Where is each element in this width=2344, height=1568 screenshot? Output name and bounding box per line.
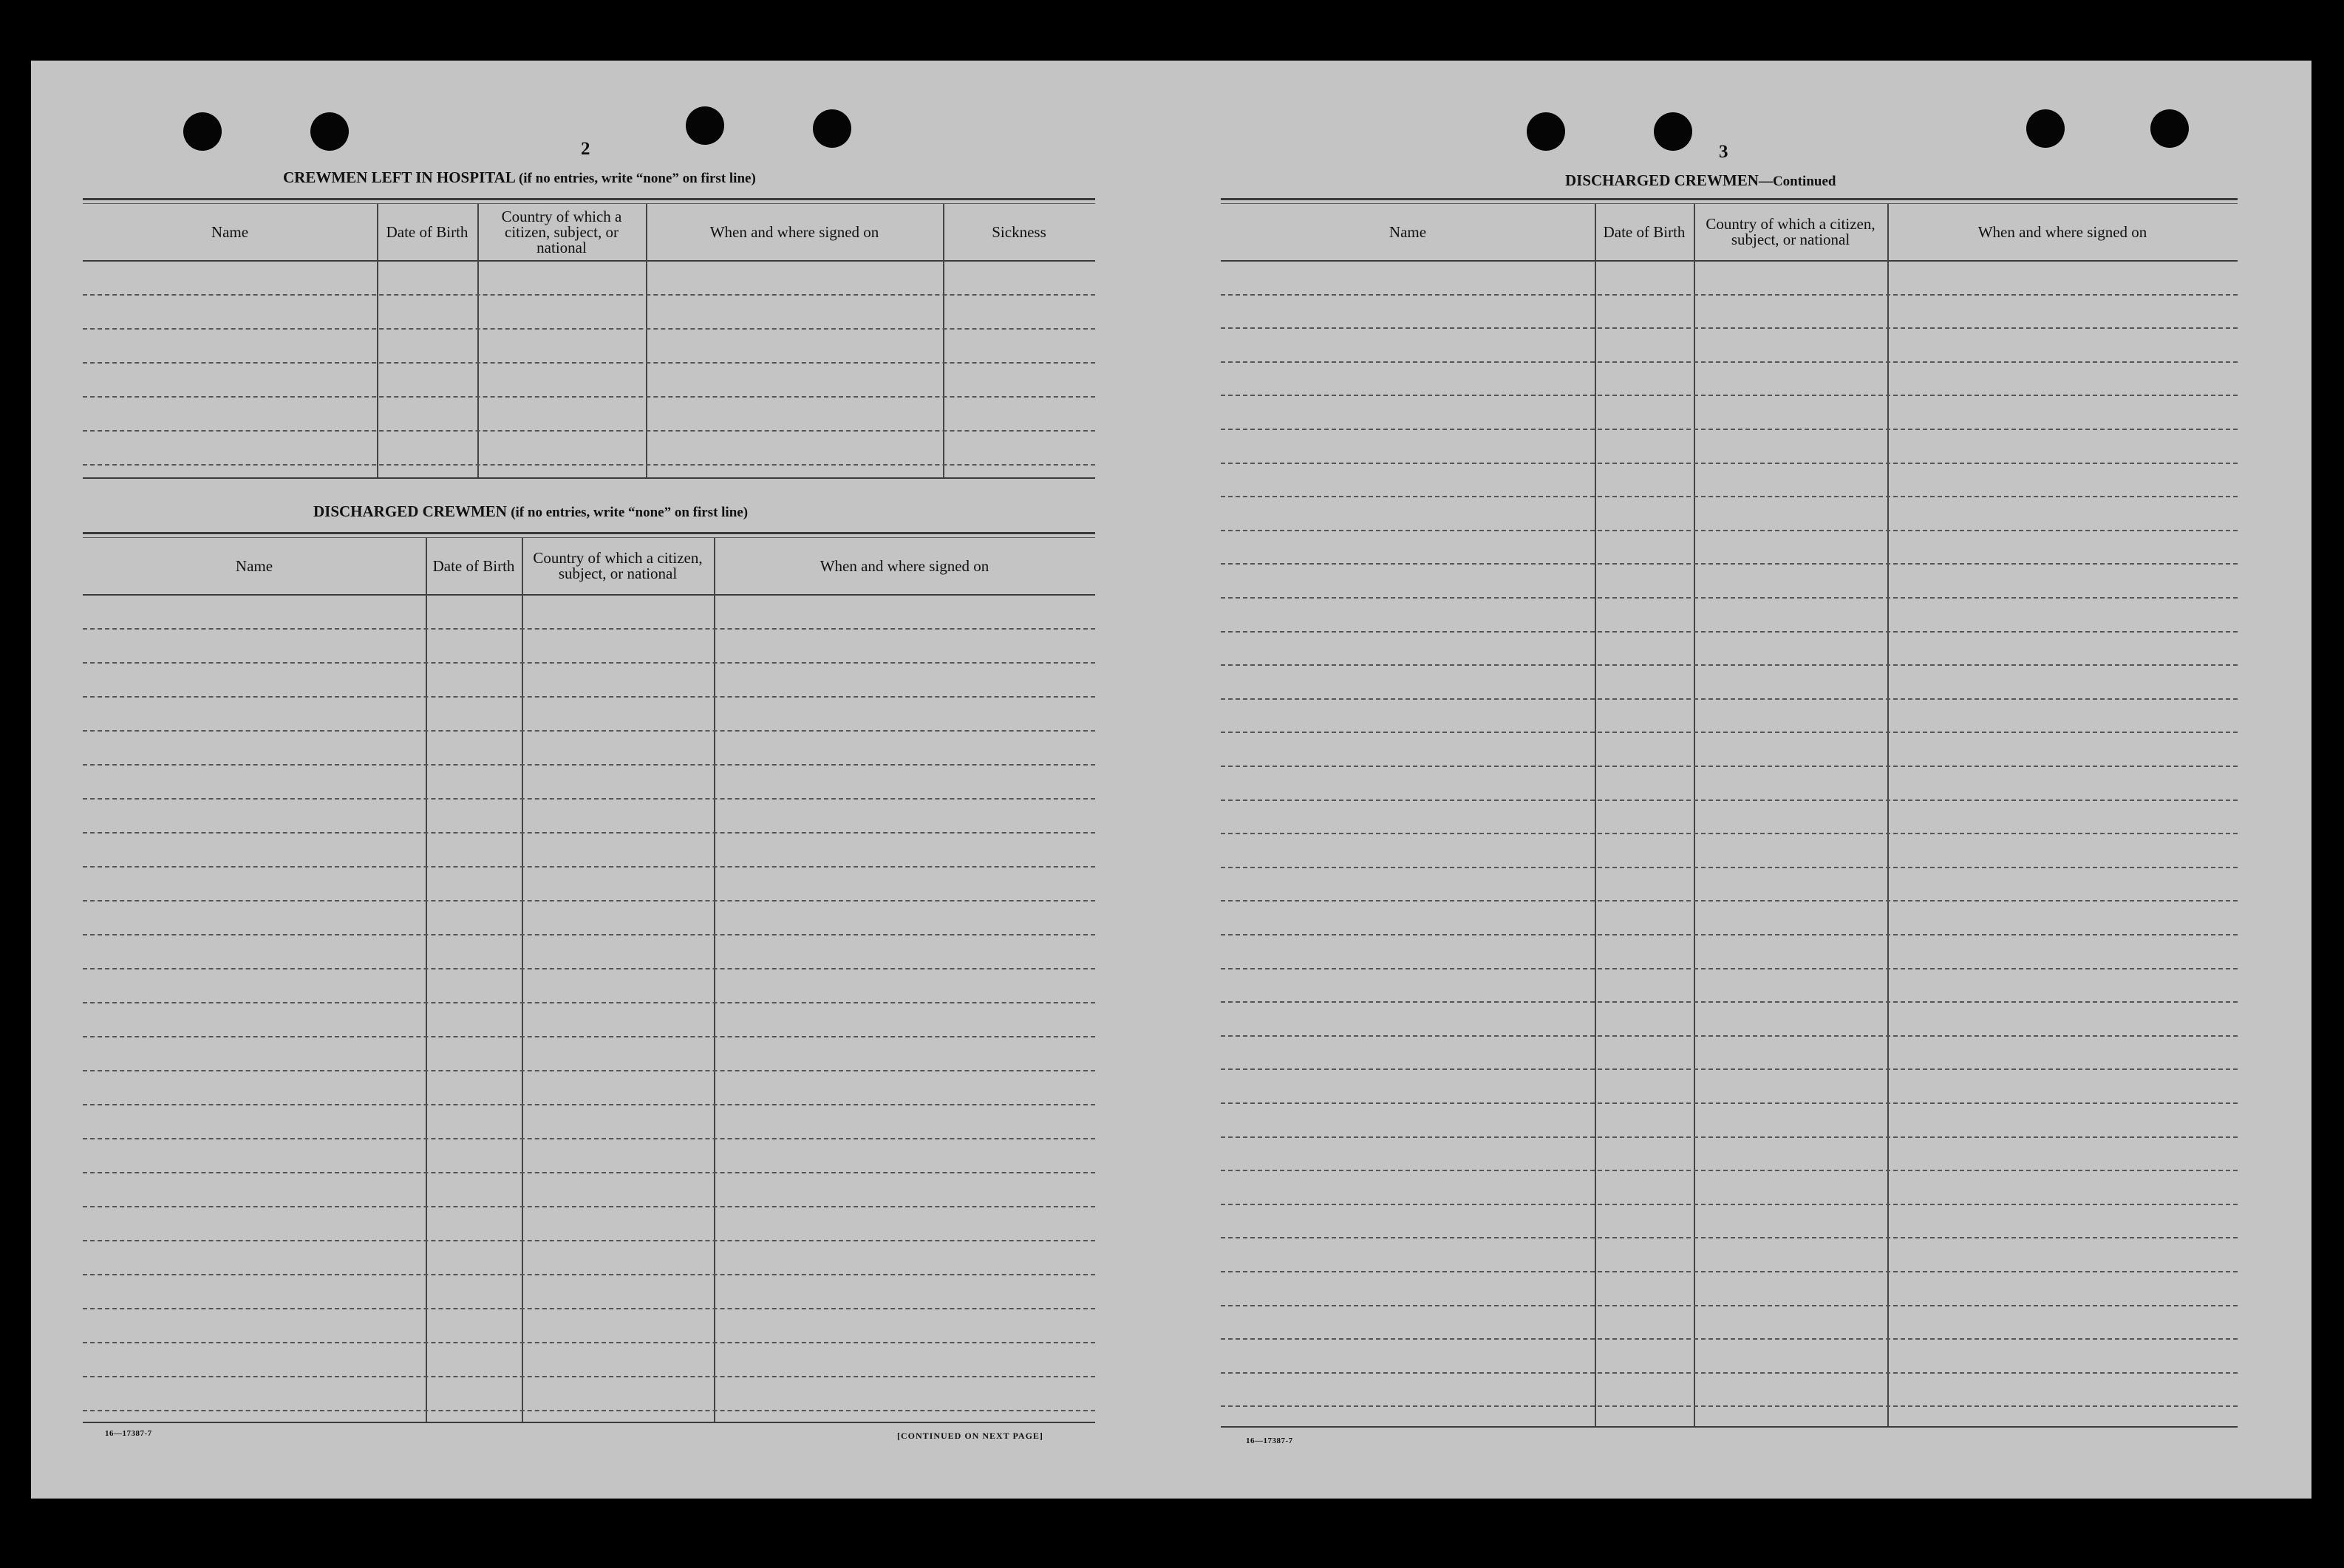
table-row	[83, 1410, 1095, 1411]
header-bottom-rule	[83, 594, 1095, 596]
table-row	[1221, 1102, 2238, 1104]
table-row	[83, 934, 1095, 935]
table-row	[83, 696, 1095, 698]
table-bottom-rule	[83, 1422, 1095, 1423]
table-row	[1221, 496, 2238, 497]
table-row	[1221, 1338, 2238, 1340]
table-row	[83, 396, 1095, 398]
discharged-table	[83, 532, 1095, 1423]
table-row	[1221, 597, 2238, 599]
table-row	[1221, 934, 2238, 935]
column-divider	[1694, 204, 1695, 1428]
table-row	[1221, 1035, 2238, 1037]
table-top-rule	[1221, 198, 2238, 200]
punch-hole	[686, 106, 724, 145]
column-header-country-of-which-a-citizen-subject-or-national: Country of which a citizen, subject, or national	[1706, 215, 1875, 248]
table-row	[1221, 900, 2238, 901]
column-header-when-and-where-signed-on: When and where signed on	[820, 556, 989, 575]
table-row	[83, 1342, 1095, 1343]
table-row	[1221, 800, 2238, 801]
column-header-sickness: Sickness	[992, 222, 1046, 241]
table-row	[83, 832, 1095, 834]
punch-hole	[1654, 112, 1692, 151]
column-header-date-of-birth: Date of Birth	[432, 556, 515, 575]
right-page-number: 3	[1719, 142, 1728, 162]
continued-note: [CONTINUED ON NEXT PAGE]	[897, 1431, 1043, 1441]
right-form-number: 16—17387-7	[1246, 1436, 1293, 1445]
table-row	[1221, 1204, 2238, 1205]
table-row	[1221, 1405, 2238, 1407]
column-divider	[426, 538, 427, 1423]
header-bottom-rule	[1221, 260, 2238, 262]
column-header-when-and-where-signed-on: When and where signed on	[709, 222, 879, 241]
table-bottom-rule	[1221, 1426, 2238, 1428]
column-divider	[943, 204, 944, 479]
table-row	[83, 1138, 1095, 1139]
document-sheet	[31, 61, 2311, 1499]
discharged-continued-table	[1221, 198, 2238, 1428]
discharged-section-title	[313, 502, 748, 521]
discharged-title-text: DISCHARGED CREWMEN	[313, 502, 507, 520]
table-row	[1221, 1136, 2238, 1138]
column-divider	[1595, 204, 1596, 1428]
hospital-title-text: CREWMEN LEFT IN HOSPITAL	[283, 168, 515, 186]
column-divider	[377, 204, 378, 479]
column-header-when-and-where-signed-on: When and where signed on	[1977, 222, 2147, 241]
table-row	[83, 328, 1095, 330]
table-bottom-rule	[83, 477, 1095, 479]
table-row	[1221, 1237, 2238, 1238]
table-row	[1221, 1001, 2238, 1003]
table-row	[1221, 395, 2238, 396]
column-divider	[1887, 204, 1889, 1428]
table-row	[1221, 732, 2238, 733]
discharged-continued-title-text: DISCHARGED CREWMEN	[1565, 171, 1759, 189]
table-row	[83, 362, 1095, 364]
left-form-number: 16—17387-7	[105, 1429, 152, 1438]
table-row	[1221, 867, 2238, 868]
table-row	[83, 464, 1095, 466]
table-row	[83, 1036, 1095, 1037]
hospital-section-title	[283, 168, 756, 187]
column-header-name: Name	[1389, 222, 1427, 241]
table-row	[83, 866, 1095, 867]
table-row	[83, 1002, 1095, 1003]
hospital-instruction: (if no entries, write “none” on first line)	[518, 171, 756, 186]
table-top-rule	[83, 198, 1095, 200]
table-row	[83, 730, 1095, 732]
table-row	[1221, 530, 2238, 531]
table-row	[83, 294, 1095, 296]
column-header-name: Name	[235, 556, 273, 575]
table-row	[1221, 631, 2238, 633]
hospital-table	[83, 198, 1095, 479]
punch-hole	[2150, 109, 2189, 148]
table-row	[83, 764, 1095, 766]
table-row	[1221, 968, 2238, 969]
left-page-number: 2	[581, 139, 590, 159]
punch-hole	[1527, 112, 1565, 151]
table-row	[83, 1240, 1095, 1241]
punch-hole	[2026, 109, 2065, 148]
column-divider	[522, 538, 523, 1423]
table-row	[1221, 766, 2238, 767]
table-row	[83, 900, 1095, 901]
table-top-rule	[83, 532, 1095, 534]
column-header-name: Name	[211, 222, 249, 241]
column-header-country-of-which-a-citizen-subject-or-national: Country of which a citizen, subject, or national	[533, 549, 703, 582]
table-row	[83, 1104, 1095, 1105]
table-row	[1221, 563, 2238, 565]
column-header-date-of-birth: Date of Birth	[386, 222, 469, 241]
column-divider	[477, 204, 479, 479]
table-row	[1221, 463, 2238, 464]
table-row	[1221, 1170, 2238, 1171]
column-divider	[646, 204, 647, 479]
punch-hole	[183, 112, 222, 151]
table-row	[83, 430, 1095, 432]
table-row	[1221, 327, 2238, 329]
column-divider	[714, 538, 715, 1423]
discharged-continued-title	[1565, 171, 1836, 190]
table-top-rule	[1221, 203, 2238, 204]
table-row	[1221, 698, 2238, 700]
table-row	[83, 628, 1095, 630]
punch-hole	[813, 109, 851, 148]
table-row	[83, 662, 1095, 664]
continued-suffix: —Continued	[1758, 174, 1836, 189]
table-row	[83, 968, 1095, 969]
table-row	[83, 1206, 1095, 1207]
table-row	[1221, 1068, 2238, 1070]
table-top-rule	[83, 537, 1095, 538]
column-header-country-of-which-a-citizen-subject-or-national: Country of which a citizen, subject, or national	[501, 207, 622, 256]
table-row	[1221, 833, 2238, 834]
discharged-instruction: (if no entries, write “none” on first line)	[511, 505, 749, 520]
table-row	[83, 1274, 1095, 1275]
table-row	[1221, 1305, 2238, 1306]
table-row	[1221, 1372, 2238, 1374]
table-row	[83, 1070, 1095, 1071]
table-row	[1221, 1271, 2238, 1272]
table-row	[83, 1172, 1095, 1173]
punch-hole	[310, 112, 349, 151]
table-row	[83, 1308, 1095, 1309]
table-row	[83, 798, 1095, 800]
table-row	[1221, 429, 2238, 430]
table-row	[1221, 361, 2238, 363]
column-header-date-of-birth: Date of Birth	[1603, 222, 1686, 241]
table-row	[1221, 294, 2238, 296]
table-row	[1221, 664, 2238, 666]
table-row	[83, 1376, 1095, 1377]
